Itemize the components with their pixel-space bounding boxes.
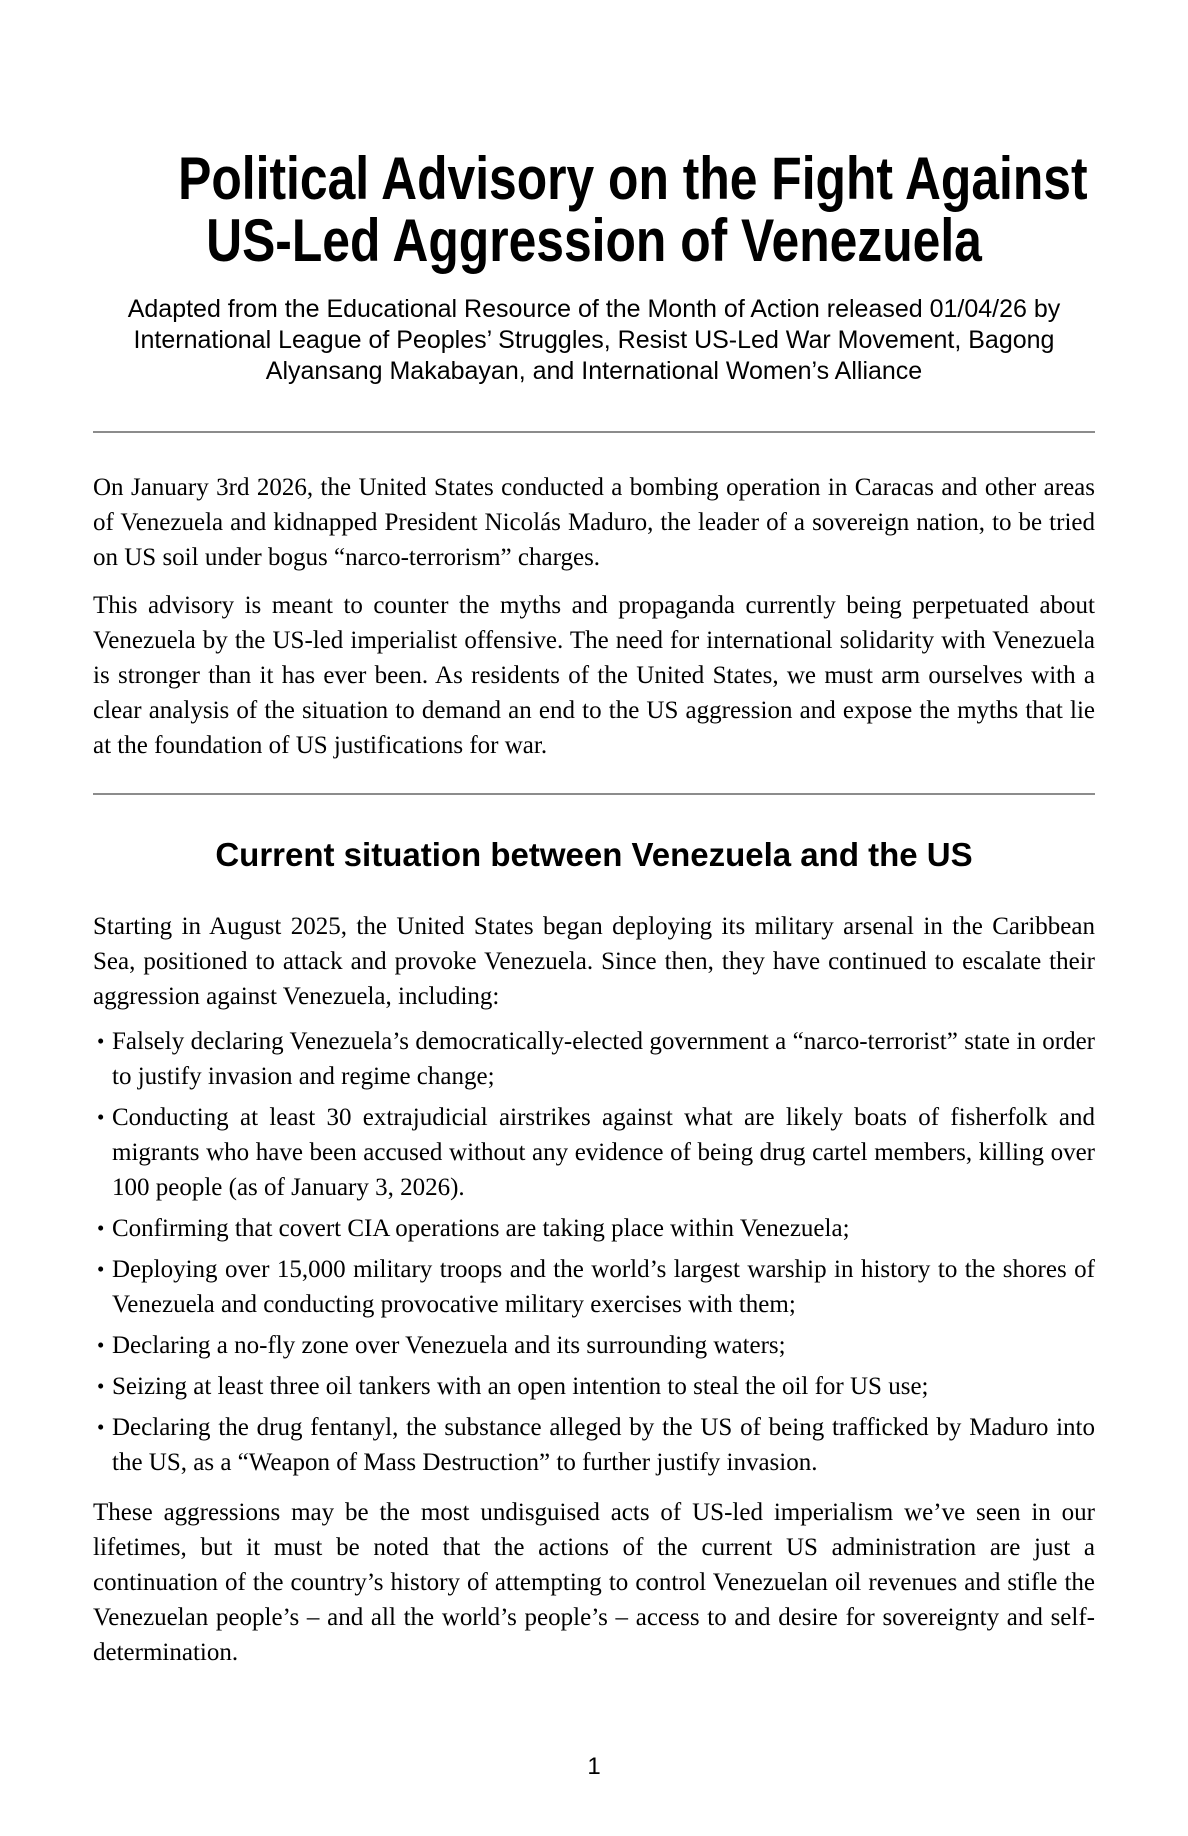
list-item: • Seizing at least three oil tankers with an open intention to steal the oil for US use; bbox=[93, 1369, 1095, 1404]
document-title bbox=[93, 145, 1095, 274]
section-heading: Current situation between Venezuela and the US bbox=[215, 836, 973, 873]
list-item: • Deploying over 15,000 military troops and the world’s largest warship in history to the shores of Venezuela and conducting provocative military exercises with them; bbox=[93, 1252, 1095, 1322]
list-item: • Confirming that covert CIA operations are taking place within Venezuela; bbox=[93, 1211, 1095, 1246]
section-divider-top bbox=[93, 431, 1095, 433]
list-item: • Declaring the drug fentanyl, the substance alleged by the US of being trafficked by Maduro into the US, as a “Weapon of Mass Destruction” to further justify invasion. bbox=[93, 1410, 1095, 1480]
document-subtitle bbox=[93, 294, 1095, 387]
list-item: • Declaring a no-fly zone over Venezuela and its surrounding waters; bbox=[93, 1328, 1095, 1363]
subtitle-line-2: International League of Peoples’ Struggles, Resist US-Led War Movement, Bagong bbox=[133, 326, 1055, 354]
page-number: 1 bbox=[587, 1753, 601, 1780]
subtitle-line-3: Alyansang Makabayan, and International Women’s Alliance bbox=[265, 357, 923, 385]
aggressions-list bbox=[93, 1024, 1095, 1480]
title-line-1: Political Advisory on the Fight Against bbox=[178, 145, 1088, 212]
section-divider-bottom bbox=[93, 793, 1095, 795]
list-item: • Conducting at least 30 extrajudicial airstrikes against what are likely boats of fisherfolk and migrants who have been accused without any evidence of being drug cartel members, killing over 100 people (as of January 3, 2026). bbox=[93, 1100, 1095, 1205]
intro-paragraph-1: On January 3rd 2026, the United States conducted a bombing operation in Caracas and other areas of Venezuela and kidnapped President Nicolás Maduro, the leader of a sovereign nation, to be tried on US soil under bogus “narco-terrorism” charges. bbox=[93, 474, 1095, 571]
closing-paragraph: These aggressions may be the most undisguised acts of US-led imperialism we’ve seen in our lifetimes, but it must be noted that the actions of the current US administration are just a continuation of the country’s history of attempting to control Venezuelan oil revenues and stifle the Venezuelan people’s – and all the world’s people’s – access to and desire for sovereignty and self-determination. bbox=[93, 1499, 1095, 1666]
intro-paragraph-2: This advisory is meant to counter the myths and propaganda currently being perpetuated about Venezuela by the US-led imperialist offensive. The need for international solidarity with Venezuela is stronger than it has ever been. As residents of the United States, we must arm ourselves with a clear analysis of the situation to demand an end to the US aggression and expose the myths that lie at the foundation of US justifications for war. bbox=[93, 592, 1095, 759]
subtitle-line-1: Adapted from the Educational Resource of the Month of Action released 01/04/26 by bbox=[127, 295, 1061, 323]
section-lead-paragraph: Starting in August 2025, the United States began deploying its military arsenal in the Caribbean Sea, positioned to attack and provoke Venezuela. Since then, they have continued to escalate their aggression against Venezuela, including: bbox=[93, 913, 1095, 1010]
title-line-2: US-Led Aggression of Venezuela bbox=[206, 207, 982, 274]
list-item: • Falsely declaring Venezuela’s democratically-elected government a “narco-terrorist” state in order to justify invasion and regime change; bbox=[93, 1024, 1095, 1094]
